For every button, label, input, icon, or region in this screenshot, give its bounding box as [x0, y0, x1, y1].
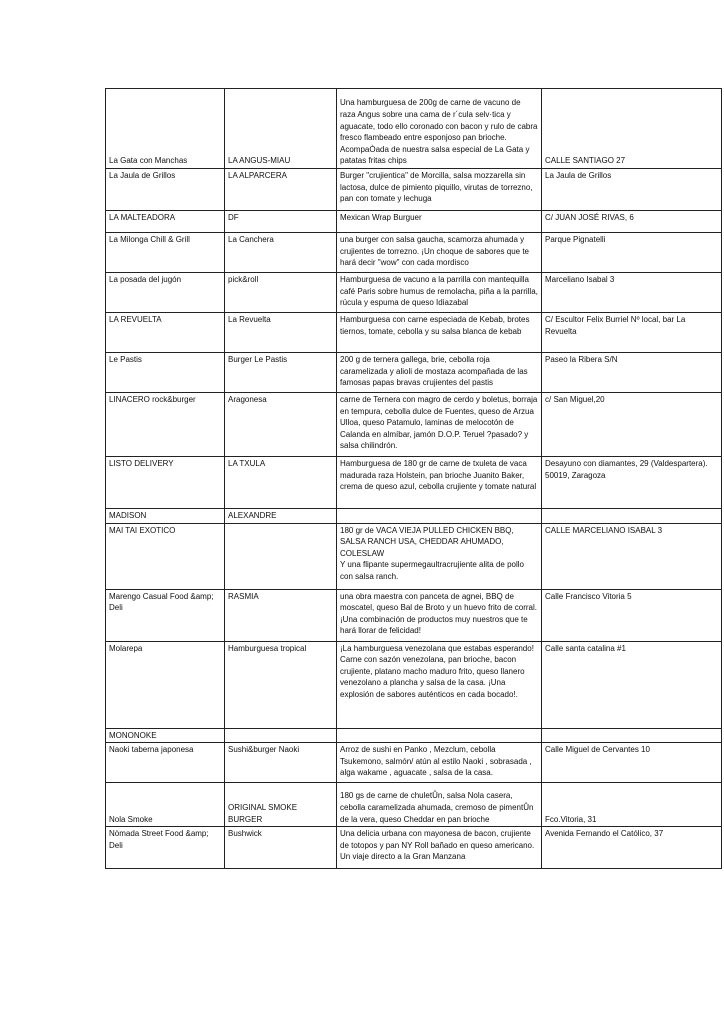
restaurant-name-cell: Marengo Casual Food &amp; Deli	[106, 589, 225, 641]
table-row	[106, 313, 722, 353]
restaurant-name-cell: Molarepa	[106, 641, 225, 728]
restaurant-name-cell: La Gata con Manchas	[106, 89, 225, 169]
address-cell: Parque Pignatelli	[542, 233, 722, 273]
description-cell: una obra maestra con panceta de agnei, BBQ de moscatel, queso Bal de Broto y un huevo frito de corral. ¡Una combinación de productos muy nuestros que te hará llorar de felicidad!	[337, 589, 542, 641]
restaurant-name-cell: LINACERO rock&burger	[106, 393, 225, 457]
table-row	[106, 393, 722, 457]
restaurant-name-cell: Nola Smoke	[106, 783, 225, 827]
description-cell: Hamburguesa de vacuno a la parrilla con mantequilla café Paris sobre humus de remolacha, piña a la parrilla, rúcula y espuma de queso Idiazabal	[337, 273, 542, 313]
burger-name-cell: pick&roll	[225, 273, 337, 313]
burger-name-cell: Sushi&burger Naoki	[225, 743, 337, 783]
table-row	[106, 509, 722, 524]
table-row	[106, 743, 722, 783]
table-row	[106, 641, 722, 728]
address-cell: C/ Escultor Felix Burriel Nº local, bar La Revuelta	[542, 313, 722, 353]
burger-name-cell: LA ALPARCERA	[225, 169, 337, 211]
restaurant-name-cell: La Milonga Chill & Grill	[106, 233, 225, 273]
restaurant-name-cell: La posada del jugón	[106, 273, 225, 313]
description-cell: Una delicia urbana con mayonesa de bacon, crujiente de totopos y pan NY Roll bañado en queso americano. Un viaje directo a la Gran Manzana	[337, 827, 542, 869]
burger-name-cell: Aragonesa	[225, 393, 337, 457]
restaurant-name-cell: MADISON	[106, 509, 225, 524]
burger-name-cell: LA ANGUS-MIAU	[225, 89, 337, 169]
burger-name-cell: ORIGINAL SMOKE BURGER	[225, 783, 337, 827]
description-cell: Mexican Wrap Burguer	[337, 211, 542, 233]
restaurant-name-cell: Nòmada Street Food &amp; Deli	[106, 827, 225, 869]
description-cell: ¡La hamburguesa venezolana que estabas esperando! Carne con sazón venezolana, pan brioche, bacon crujiente, platano macho maduro frito, queso llanero venezolano a plancha y salsa de la casa. ¡Una explosión de sabores auténticos en cada bocado!.	[337, 641, 542, 728]
burger-name-cell: Bushwick	[225, 827, 337, 869]
burger-name-cell: DF	[225, 211, 337, 233]
address-cell: Marceliano Isabal 3	[542, 273, 722, 313]
description-text: 180 gr de VACA VIEJA PULLED CHICKEN BBQ, SALSA RANCH USA, CHEDDAR AHUMADO, COLESLAW Y una flipante supermegaultracrujiente alita de pollo con salsa ranch.	[340, 525, 524, 581]
description-cell: carne de Ternera con magro de cerdo y boletus, borraja en tempura, cebolla dulce de Fuentes, queso de Arzua Ulloa, queso Patamulo, laminas de melocotón de Calanda en almíbar, jamón D.O.P. Teruel ?pasado? y salsa chilindrón.	[337, 393, 542, 457]
table-row	[106, 89, 722, 169]
description-cell: 200 g de ternera gallega, brie, cebolla roja caramelizada y alioli de mostaza acompañada de las famosas papas bravas crujientes del pastis	[337, 353, 542, 393]
address-cell: Calle Francisco Vitoria 5	[542, 589, 722, 641]
burger-name-cell: La Revuelta	[225, 313, 337, 353]
table-row	[106, 728, 722, 743]
address-cell: Calle santa catalina #1	[542, 641, 722, 728]
table-row	[106, 457, 722, 509]
address-cell	[542, 509, 722, 524]
restaurant-burger-table	[105, 88, 722, 869]
table-row	[106, 827, 722, 869]
table-row	[106, 211, 722, 233]
address-cell	[542, 728, 722, 743]
table-row	[106, 233, 722, 273]
burger-name-cell: Burger Le Pastis	[225, 353, 337, 393]
restaurant-name-cell: LA MALTEADORA	[106, 211, 225, 233]
description-cell: Arroz de sushi en Panko , Mezclum, cebolla Tsukemono, salmón/ atún al estilo Naoki , sobrasada , alga wakame , aguacate , salsa de la casa.	[337, 743, 542, 783]
address-cell: Avenida Fernando el Católico, 37	[542, 827, 722, 869]
burger-name-cell: La Canchera	[225, 233, 337, 273]
burger-name-cell	[225, 728, 337, 743]
description-cell	[337, 728, 542, 743]
address-cell: CALLE SANTIAGO 27	[542, 89, 722, 169]
address-cell: C/ JUAN JOSÉ RIVAS, 6	[542, 211, 722, 233]
address-cell: Paseo la Ribera S/N	[542, 353, 722, 393]
burger-name-cell: LA TXULA	[225, 457, 337, 509]
address-cell: La Jaula de Grillos	[542, 169, 722, 211]
description-cell: una burger con salsa gaucha, scamorza ahumada y crujientes de torrezno. ¡Un choque de sabores que te hará decir "wow" con cada mordisco	[337, 233, 542, 273]
description-cell: Burger "crujientica" de Morcilla, salsa mozzarella sin lactosa, dulce de pimiento piquillo, virutas de torrezno, pan con tomate y lechuga	[337, 169, 542, 211]
table-row	[106, 523, 722, 589]
address-cell: Desayuno con diamantes, 29 (Valdespartera). 50019, Zaragoza	[542, 457, 722, 509]
description-cell	[337, 523, 542, 589]
table-row	[106, 169, 722, 211]
restaurant-name-cell: LA REVUELTA	[106, 313, 225, 353]
address-cell: Fco.Vitoria, 31	[542, 783, 722, 827]
address-cell: CALLE MARCELIANO ISABAL 3	[542, 523, 722, 589]
restaurant-name-cell: LISTO DELIVERY	[106, 457, 225, 509]
address-cell: Calle Miguel de Cervantes 10	[542, 743, 722, 783]
burger-name-cell: ALEXANDRE	[225, 509, 337, 524]
burger-name-cell: RASMIA	[225, 589, 337, 641]
restaurant-name-cell: Naoki taberna japonesa	[106, 743, 225, 783]
description-cell: 180 gs de carne de chuletÛn, salsa Nola casera, cebolla caramelizada ahumada, cremoso de pimentÛn de la vera, queso Cheddar en pan brioche	[337, 783, 542, 827]
restaurant-name-cell: Le Pastis	[106, 353, 225, 393]
table-row	[106, 589, 722, 641]
table-row	[106, 353, 722, 393]
restaurant-name-cell: La Jaula de Grillos	[106, 169, 225, 211]
burger-name-cell	[225, 523, 337, 589]
description-cell: Una hamburguesa de 200g de carne de vacuno de raza Angus sobre una cama de r´cula selv·tica y aguacate, todo ello coronado con bacon y rulo de cabra fresco flambeado entre esponjoso pan brioche. AcompaÒada de nuestra salsa especial de La Gata y patatas fritas chips	[337, 89, 542, 169]
description-cell: Hamburguesa con carne especiada de Kebab, brotes tiernos, tomate, cebolla y su salsa blanca de kebab	[337, 313, 542, 353]
table-row	[106, 273, 722, 313]
address-cell: c/ San Miguel,20	[542, 393, 722, 457]
description-cell: Hamburguesa de 180 gr de carne de txuleta de vaca madurada raza Holstein, pan brioche Juanito Baker, crema de queso azul, cebolla crujiente y tomate natural	[337, 457, 542, 509]
restaurant-burger-table-page	[105, 88, 721, 869]
table-row	[106, 783, 722, 827]
restaurant-name-cell: MAI TAI EXOTICO	[106, 523, 225, 589]
restaurant-name-cell: MONONOKE	[106, 728, 225, 743]
description-cell	[337, 509, 542, 524]
burger-name-cell: Hamburguesa tropical	[225, 641, 337, 728]
